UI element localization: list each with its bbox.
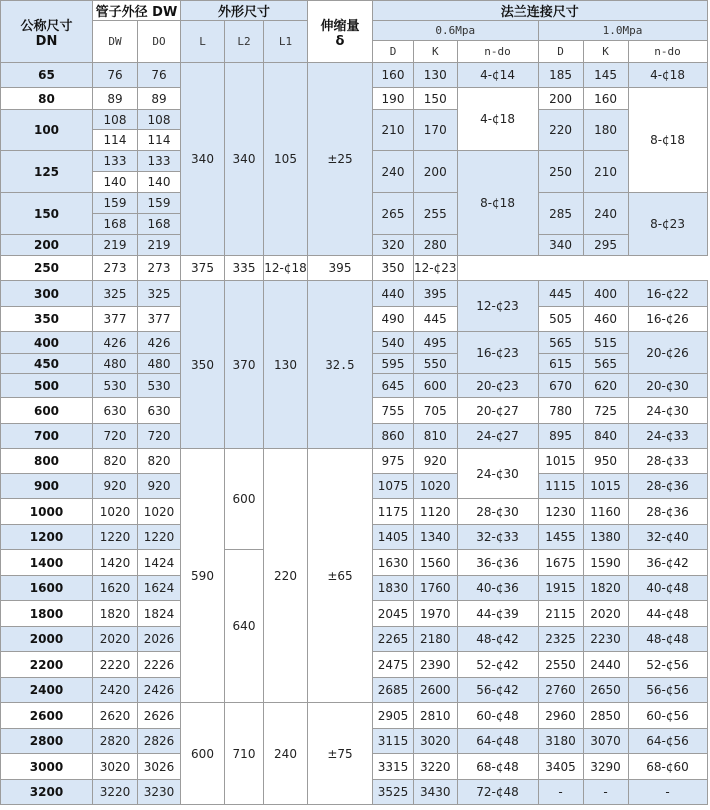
k06-cell: 445 xyxy=(414,307,458,332)
table-row xyxy=(1,703,708,729)
d10-cell: 200 xyxy=(538,88,583,110)
d06-cell: 2265 xyxy=(373,627,414,652)
k06-cell: 920 xyxy=(414,449,458,474)
dw-cell: 140 xyxy=(93,172,138,193)
ndo06-cell: 4-¢18 xyxy=(457,88,538,151)
ndo06-cell: 8-¢18 xyxy=(457,151,538,256)
d06-cell: 3115 xyxy=(373,729,414,754)
k10-cell: - xyxy=(583,780,628,805)
d10-cell: 2550 xyxy=(538,652,583,678)
d06-cell: 2045 xyxy=(373,601,414,627)
header-dn-unit: DN xyxy=(35,33,58,49)
d10-cell: 1015 xyxy=(538,449,583,474)
k06-cell: 2390 xyxy=(414,652,458,678)
d06-cell: 490 xyxy=(373,307,414,332)
header-pressure-10: 1.0Mpa xyxy=(538,21,707,41)
d06-cell: 375 xyxy=(181,256,225,281)
d10-cell: 1915 xyxy=(538,576,583,601)
ndo06-cell: 20-¢23 xyxy=(457,374,538,398)
do-cell: 76 xyxy=(138,63,181,88)
k06-cell: 3430 xyxy=(414,780,458,805)
k06-cell: 705 xyxy=(414,398,458,424)
do-cell: 2026 xyxy=(138,627,181,652)
d06-cell: 240 xyxy=(373,151,414,193)
d06-cell: 1175 xyxy=(373,499,414,525)
ndo10-cell: 28-¢33 xyxy=(628,449,707,474)
ndo06-cell: 68-¢48 xyxy=(457,754,538,780)
delta-cell: ±25 xyxy=(308,63,373,256)
ndo06-cell: 56-¢42 xyxy=(457,678,538,703)
k10-cell: 725 xyxy=(583,398,628,424)
ndo10-cell: 20-¢30 xyxy=(628,374,707,398)
d10-cell: 895 xyxy=(538,424,583,449)
header-expansion xyxy=(308,1,373,63)
d10-cell: 2325 xyxy=(538,627,583,652)
d06-cell: 3525 xyxy=(373,780,414,805)
l-cell: 600 xyxy=(181,703,225,805)
k10-cell: 295 xyxy=(583,235,628,256)
k10-cell: 840 xyxy=(583,424,628,449)
dn-cell: 450 xyxy=(1,354,93,374)
do-cell: 89 xyxy=(138,88,181,110)
k10-cell: 2230 xyxy=(583,627,628,652)
k06-cell: 2600 xyxy=(414,678,458,703)
header-d-06: D xyxy=(373,41,414,63)
do-cell: 3230 xyxy=(138,780,181,805)
ndo06-cell: 32-¢33 xyxy=(457,525,538,550)
dw-cell: 133 xyxy=(93,151,138,172)
dn-cell: 2400 xyxy=(1,678,93,703)
ndo10-cell: 36-¢42 xyxy=(628,550,707,576)
k06-cell: 600 xyxy=(414,374,458,398)
k10-cell: 180 xyxy=(583,110,628,151)
dw-cell: 76 xyxy=(93,63,138,88)
header-ndo-10: n-do xyxy=(628,41,707,63)
l2-cell: 710 xyxy=(225,703,264,805)
k06-cell: 130 xyxy=(414,63,458,88)
dn-cell: 2200 xyxy=(1,652,93,678)
do-cell: 820 xyxy=(138,449,181,474)
d06-cell: 2905 xyxy=(373,703,414,729)
ndo06-cell: 24-¢30 xyxy=(457,449,538,499)
l2-cell: 340 xyxy=(225,63,264,256)
ndo06-cell: 24-¢27 xyxy=(457,424,538,449)
dw-cell: 377 xyxy=(93,307,138,332)
d06-cell: 755 xyxy=(373,398,414,424)
ndo06-cell: 40-¢36 xyxy=(457,576,538,601)
d06-cell: 1405 xyxy=(373,525,414,550)
k06-cell: 1760 xyxy=(414,576,458,601)
dn-cell: 2000 xyxy=(1,627,93,652)
k06-cell: 3220 xyxy=(414,754,458,780)
table-row xyxy=(1,63,708,88)
do-cell: 2426 xyxy=(138,678,181,703)
table-row xyxy=(1,449,708,474)
ndo06-cell: 20-¢27 xyxy=(457,398,538,424)
dn-cell: 600 xyxy=(1,398,93,424)
d10-cell: 1455 xyxy=(538,525,583,550)
dw-cell: 630 xyxy=(93,398,138,424)
dw-cell: 1620 xyxy=(93,576,138,601)
k10-cell: 515 xyxy=(583,332,628,354)
ndo06-cell: 36-¢36 xyxy=(457,550,538,576)
k10-cell: 2440 xyxy=(583,652,628,678)
d06-cell: 2475 xyxy=(373,652,414,678)
l2-cell: 370 xyxy=(225,281,264,449)
d06-cell: 540 xyxy=(373,332,414,354)
dn-cell: 800 xyxy=(1,449,93,474)
dw-cell: 1420 xyxy=(93,550,138,576)
k06-cell: 1560 xyxy=(414,550,458,576)
d06-cell: 1630 xyxy=(373,550,414,576)
dn-cell: 1000 xyxy=(1,499,93,525)
dw-cell: 820 xyxy=(93,449,138,474)
l1-cell: 220 xyxy=(264,449,308,703)
header-k-06: K xyxy=(414,41,458,63)
do-cell: 480 xyxy=(138,354,181,374)
l1-cell: 130 xyxy=(264,281,308,449)
delta-cell: ±65 xyxy=(308,449,373,703)
ndo10-cell: 28-¢36 xyxy=(628,474,707,499)
d06-cell: 860 xyxy=(373,424,414,449)
k06-cell: 2810 xyxy=(414,703,458,729)
do-cell: 219 xyxy=(138,235,181,256)
ndo06-cell: 16-¢23 xyxy=(457,332,538,374)
do-cell: 2226 xyxy=(138,652,181,678)
dw-cell: 720 xyxy=(93,424,138,449)
k06-cell: 335 xyxy=(225,256,264,281)
ndo06-cell: 64-¢48 xyxy=(457,729,538,754)
do-cell: 1824 xyxy=(138,601,181,627)
d06-cell: 645 xyxy=(373,374,414,398)
ndo06-cell: 44-¢39 xyxy=(457,601,538,627)
dn-cell: 100 xyxy=(1,110,93,151)
dw-cell: 114 xyxy=(93,130,138,151)
dn-cell: 150 xyxy=(1,193,93,235)
d06-cell: 1075 xyxy=(373,474,414,499)
d06-cell: 440 xyxy=(373,281,414,307)
k10-cell: 1015 xyxy=(583,474,628,499)
k06-cell: 550 xyxy=(414,354,458,374)
ndo10-cell: 4-¢18 xyxy=(628,63,707,88)
k10-cell: 350 xyxy=(373,256,414,281)
d10-cell: 615 xyxy=(538,354,583,374)
ndo10-cell: 8-¢18 xyxy=(628,88,707,193)
k10-cell: 2020 xyxy=(583,601,628,627)
k10-cell: 950 xyxy=(583,449,628,474)
ndo10-cell: 32-¢40 xyxy=(628,525,707,550)
ndo10-cell: 64-¢56 xyxy=(628,729,707,754)
k10-cell: 160 xyxy=(583,88,628,110)
header-do: DO xyxy=(138,21,181,63)
k10-cell: 1160 xyxy=(583,499,628,525)
dw-cell: 480 xyxy=(93,354,138,374)
k10-cell: 620 xyxy=(583,374,628,398)
table-row xyxy=(1,281,708,307)
k06-cell: 150 xyxy=(414,88,458,110)
k06-cell: 495 xyxy=(414,332,458,354)
do-cell: 325 xyxy=(138,281,181,307)
header-flange: 法兰连接尺寸 xyxy=(373,1,708,21)
dn-cell: 1600 xyxy=(1,576,93,601)
k06-cell: 280 xyxy=(414,235,458,256)
d06-cell: 595 xyxy=(373,354,414,374)
dw-cell: 3020 xyxy=(93,754,138,780)
ndo10-cell: 24-¢33 xyxy=(628,424,707,449)
dn-cell: 1200 xyxy=(1,525,93,550)
dw-cell: 108 xyxy=(93,110,138,130)
delta-cell: 32.5 xyxy=(308,281,373,449)
header-k-10: K xyxy=(583,41,628,63)
k06-cell: 170 xyxy=(414,110,458,151)
l-cell: 590 xyxy=(181,449,225,703)
ndo10-cell: 16-¢26 xyxy=(628,307,707,332)
d06-cell: 3315 xyxy=(373,754,414,780)
ndo10-cell: 56-¢56 xyxy=(628,678,707,703)
k10-cell: 145 xyxy=(583,63,628,88)
dw-cell: 1220 xyxy=(93,525,138,550)
dw-cell: 2220 xyxy=(93,652,138,678)
ndo10-cell: 24-¢30 xyxy=(628,398,707,424)
d10-cell: 2760 xyxy=(538,678,583,703)
d06-cell: 265 xyxy=(373,193,414,235)
dw-cell: 273 xyxy=(93,256,138,281)
k06-cell: 3020 xyxy=(414,729,458,754)
k10-cell: 400 xyxy=(583,281,628,307)
d06-cell: 190 xyxy=(373,88,414,110)
header-shape: 外形尺寸 xyxy=(181,1,308,21)
header-dw: DW xyxy=(93,21,138,63)
do-cell: 1220 xyxy=(138,525,181,550)
k10-cell: 1590 xyxy=(583,550,628,576)
d10-cell: 670 xyxy=(538,374,583,398)
header-dn-label: 公称尺寸 xyxy=(20,18,73,34)
k10-cell: 1820 xyxy=(583,576,628,601)
do-cell: 2626 xyxy=(138,703,181,729)
dw-cell: 89 xyxy=(93,88,138,110)
l2-cell: 640 xyxy=(225,550,264,703)
dn-cell: 65 xyxy=(1,63,93,88)
ndo10-cell: 44-¢48 xyxy=(628,601,707,627)
k10-cell: 210 xyxy=(583,151,628,193)
ndo10-cell: 52-¢56 xyxy=(628,652,707,678)
do-cell: 1020 xyxy=(138,499,181,525)
dw-cell: 2620 xyxy=(93,703,138,729)
header-l: L xyxy=(181,21,225,63)
ndo10-cell: 48-¢48 xyxy=(628,627,707,652)
do-cell: 114 xyxy=(138,130,181,151)
l-cell: 340 xyxy=(181,63,225,256)
header-delta: δ xyxy=(335,33,345,49)
dw-cell: 1020 xyxy=(93,499,138,525)
k10-cell: 565 xyxy=(583,354,628,374)
ndo06-cell: 72-¢48 xyxy=(457,780,538,805)
k10-cell: 2650 xyxy=(583,678,628,703)
d10-cell: 1115 xyxy=(538,474,583,499)
table-row xyxy=(1,256,708,281)
dw-cell: 2020 xyxy=(93,627,138,652)
do-cell: 1424 xyxy=(138,550,181,576)
do-cell: 168 xyxy=(138,214,181,235)
l-cell: 350 xyxy=(181,281,225,449)
do-cell: 3026 xyxy=(138,754,181,780)
dw-cell: 159 xyxy=(93,193,138,214)
l2-cell: 600 xyxy=(225,449,264,550)
ndo06-cell: 12-¢18 xyxy=(264,256,308,281)
d10-cell: - xyxy=(538,780,583,805)
ndo06-cell: 48-¢42 xyxy=(457,627,538,652)
d10-cell: 250 xyxy=(538,151,583,193)
ndo10-cell: 68-¢60 xyxy=(628,754,707,780)
header-expansion-label: 伸缩量 xyxy=(320,18,360,34)
k06-cell: 200 xyxy=(414,151,458,193)
k06-cell: 255 xyxy=(414,193,458,235)
ndo10-cell: 28-¢36 xyxy=(628,499,707,525)
dw-cell: 2420 xyxy=(93,678,138,703)
k10-cell: 3290 xyxy=(583,754,628,780)
ndo10-cell: 12-¢23 xyxy=(414,256,458,281)
header-l1: L1 xyxy=(264,21,308,63)
d10-cell: 565 xyxy=(538,332,583,354)
dn-cell: 250 xyxy=(1,256,93,281)
d10-cell: 505 xyxy=(538,307,583,332)
d06-cell: 975 xyxy=(373,449,414,474)
dn-cell: 400 xyxy=(1,332,93,354)
do-cell: 630 xyxy=(138,398,181,424)
d10-cell: 220 xyxy=(538,110,583,151)
dw-cell: 219 xyxy=(93,235,138,256)
dw-cell: 920 xyxy=(93,474,138,499)
do-cell: 108 xyxy=(138,110,181,130)
header-ndo-06: n-do xyxy=(457,41,538,63)
do-cell: 920 xyxy=(138,474,181,499)
dn-cell: 2600 xyxy=(1,703,93,729)
header-l2: L2 xyxy=(225,21,264,63)
ndo06-cell: 60-¢48 xyxy=(457,703,538,729)
dn-cell: 1400 xyxy=(1,550,93,576)
k06-cell: 1120 xyxy=(414,499,458,525)
d10-cell: 3180 xyxy=(538,729,583,754)
dw-cell: 168 xyxy=(93,214,138,235)
do-cell: 159 xyxy=(138,193,181,214)
do-cell: 140 xyxy=(138,172,181,193)
dw-cell: 3220 xyxy=(93,780,138,805)
d10-cell: 780 xyxy=(538,398,583,424)
dw-cell: 2820 xyxy=(93,729,138,754)
dn-cell: 2800 xyxy=(1,729,93,754)
dn-cell: 200 xyxy=(1,235,93,256)
d06-cell: 320 xyxy=(373,235,414,256)
dn-cell: 300 xyxy=(1,281,93,307)
do-cell: 377 xyxy=(138,307,181,332)
dw-cell: 325 xyxy=(93,281,138,307)
d10-cell: 3405 xyxy=(538,754,583,780)
header-d-10: D xyxy=(538,41,583,63)
d10-cell: 2115 xyxy=(538,601,583,627)
ndo06-cell: 4-¢14 xyxy=(457,63,538,88)
ndo06-cell: 52-¢42 xyxy=(457,652,538,678)
ndo06-cell: 28-¢30 xyxy=(457,499,538,525)
k10-cell: 240 xyxy=(583,193,628,235)
k10-cell: 1380 xyxy=(583,525,628,550)
d10-cell: 395 xyxy=(308,256,373,281)
d06-cell: 160 xyxy=(373,63,414,88)
ndo10-cell: 40-¢48 xyxy=(628,576,707,601)
header-dn xyxy=(1,1,93,63)
d06-cell: 1830 xyxy=(373,576,414,601)
ndo06-cell: 12-¢23 xyxy=(457,281,538,332)
ndo10-cell: 8-¢23 xyxy=(628,193,707,256)
dn-cell: 900 xyxy=(1,474,93,499)
k06-cell: 1340 xyxy=(414,525,458,550)
dn-cell: 3000 xyxy=(1,754,93,780)
do-cell: 530 xyxy=(138,374,181,398)
d10-cell: 2960 xyxy=(538,703,583,729)
ndo10-cell: 20-¢26 xyxy=(628,332,707,374)
ndo10-cell: - xyxy=(628,780,707,805)
k06-cell: 1970 xyxy=(414,601,458,627)
delta-cell: ±75 xyxy=(308,703,373,805)
dn-cell: 500 xyxy=(1,374,93,398)
k06-cell: 395 xyxy=(414,281,458,307)
k06-cell: 2180 xyxy=(414,627,458,652)
do-cell: 133 xyxy=(138,151,181,172)
dw-cell: 426 xyxy=(93,332,138,354)
d10-cell: 340 xyxy=(538,235,583,256)
header-pressure-06: 0.6Mpa xyxy=(373,21,539,41)
dn-cell: 3200 xyxy=(1,780,93,805)
ndo10-cell: 60-¢56 xyxy=(628,703,707,729)
dn-cell: 1800 xyxy=(1,601,93,627)
do-cell: 720 xyxy=(138,424,181,449)
k10-cell: 3070 xyxy=(583,729,628,754)
d10-cell: 1675 xyxy=(538,550,583,576)
d10-cell: 1230 xyxy=(538,499,583,525)
dw-cell: 1820 xyxy=(93,601,138,627)
d10-cell: 185 xyxy=(538,63,583,88)
do-cell: 2826 xyxy=(138,729,181,754)
l1-cell: 105 xyxy=(264,63,308,256)
l1-cell: 240 xyxy=(264,703,308,805)
dn-cell: 125 xyxy=(1,151,93,193)
k10-cell: 2850 xyxy=(583,703,628,729)
dn-cell: 700 xyxy=(1,424,93,449)
dw-cell: 530 xyxy=(93,374,138,398)
do-cell: 426 xyxy=(138,332,181,354)
d10-cell: 285 xyxy=(538,193,583,235)
do-cell: 1624 xyxy=(138,576,181,601)
do-cell: 273 xyxy=(138,256,181,281)
d06-cell: 210 xyxy=(373,110,414,151)
header-pipe-od: 管子外径 DW xyxy=(93,1,181,21)
ndo10-cell: 16-¢22 xyxy=(628,281,707,307)
k06-cell: 810 xyxy=(414,424,458,449)
dn-cell: 80 xyxy=(1,88,93,110)
d10-cell: 445 xyxy=(538,281,583,307)
k06-cell: 1020 xyxy=(414,474,458,499)
d06-cell: 2685 xyxy=(373,678,414,703)
k10-cell: 460 xyxy=(583,307,628,332)
dn-cell: 350 xyxy=(1,307,93,332)
